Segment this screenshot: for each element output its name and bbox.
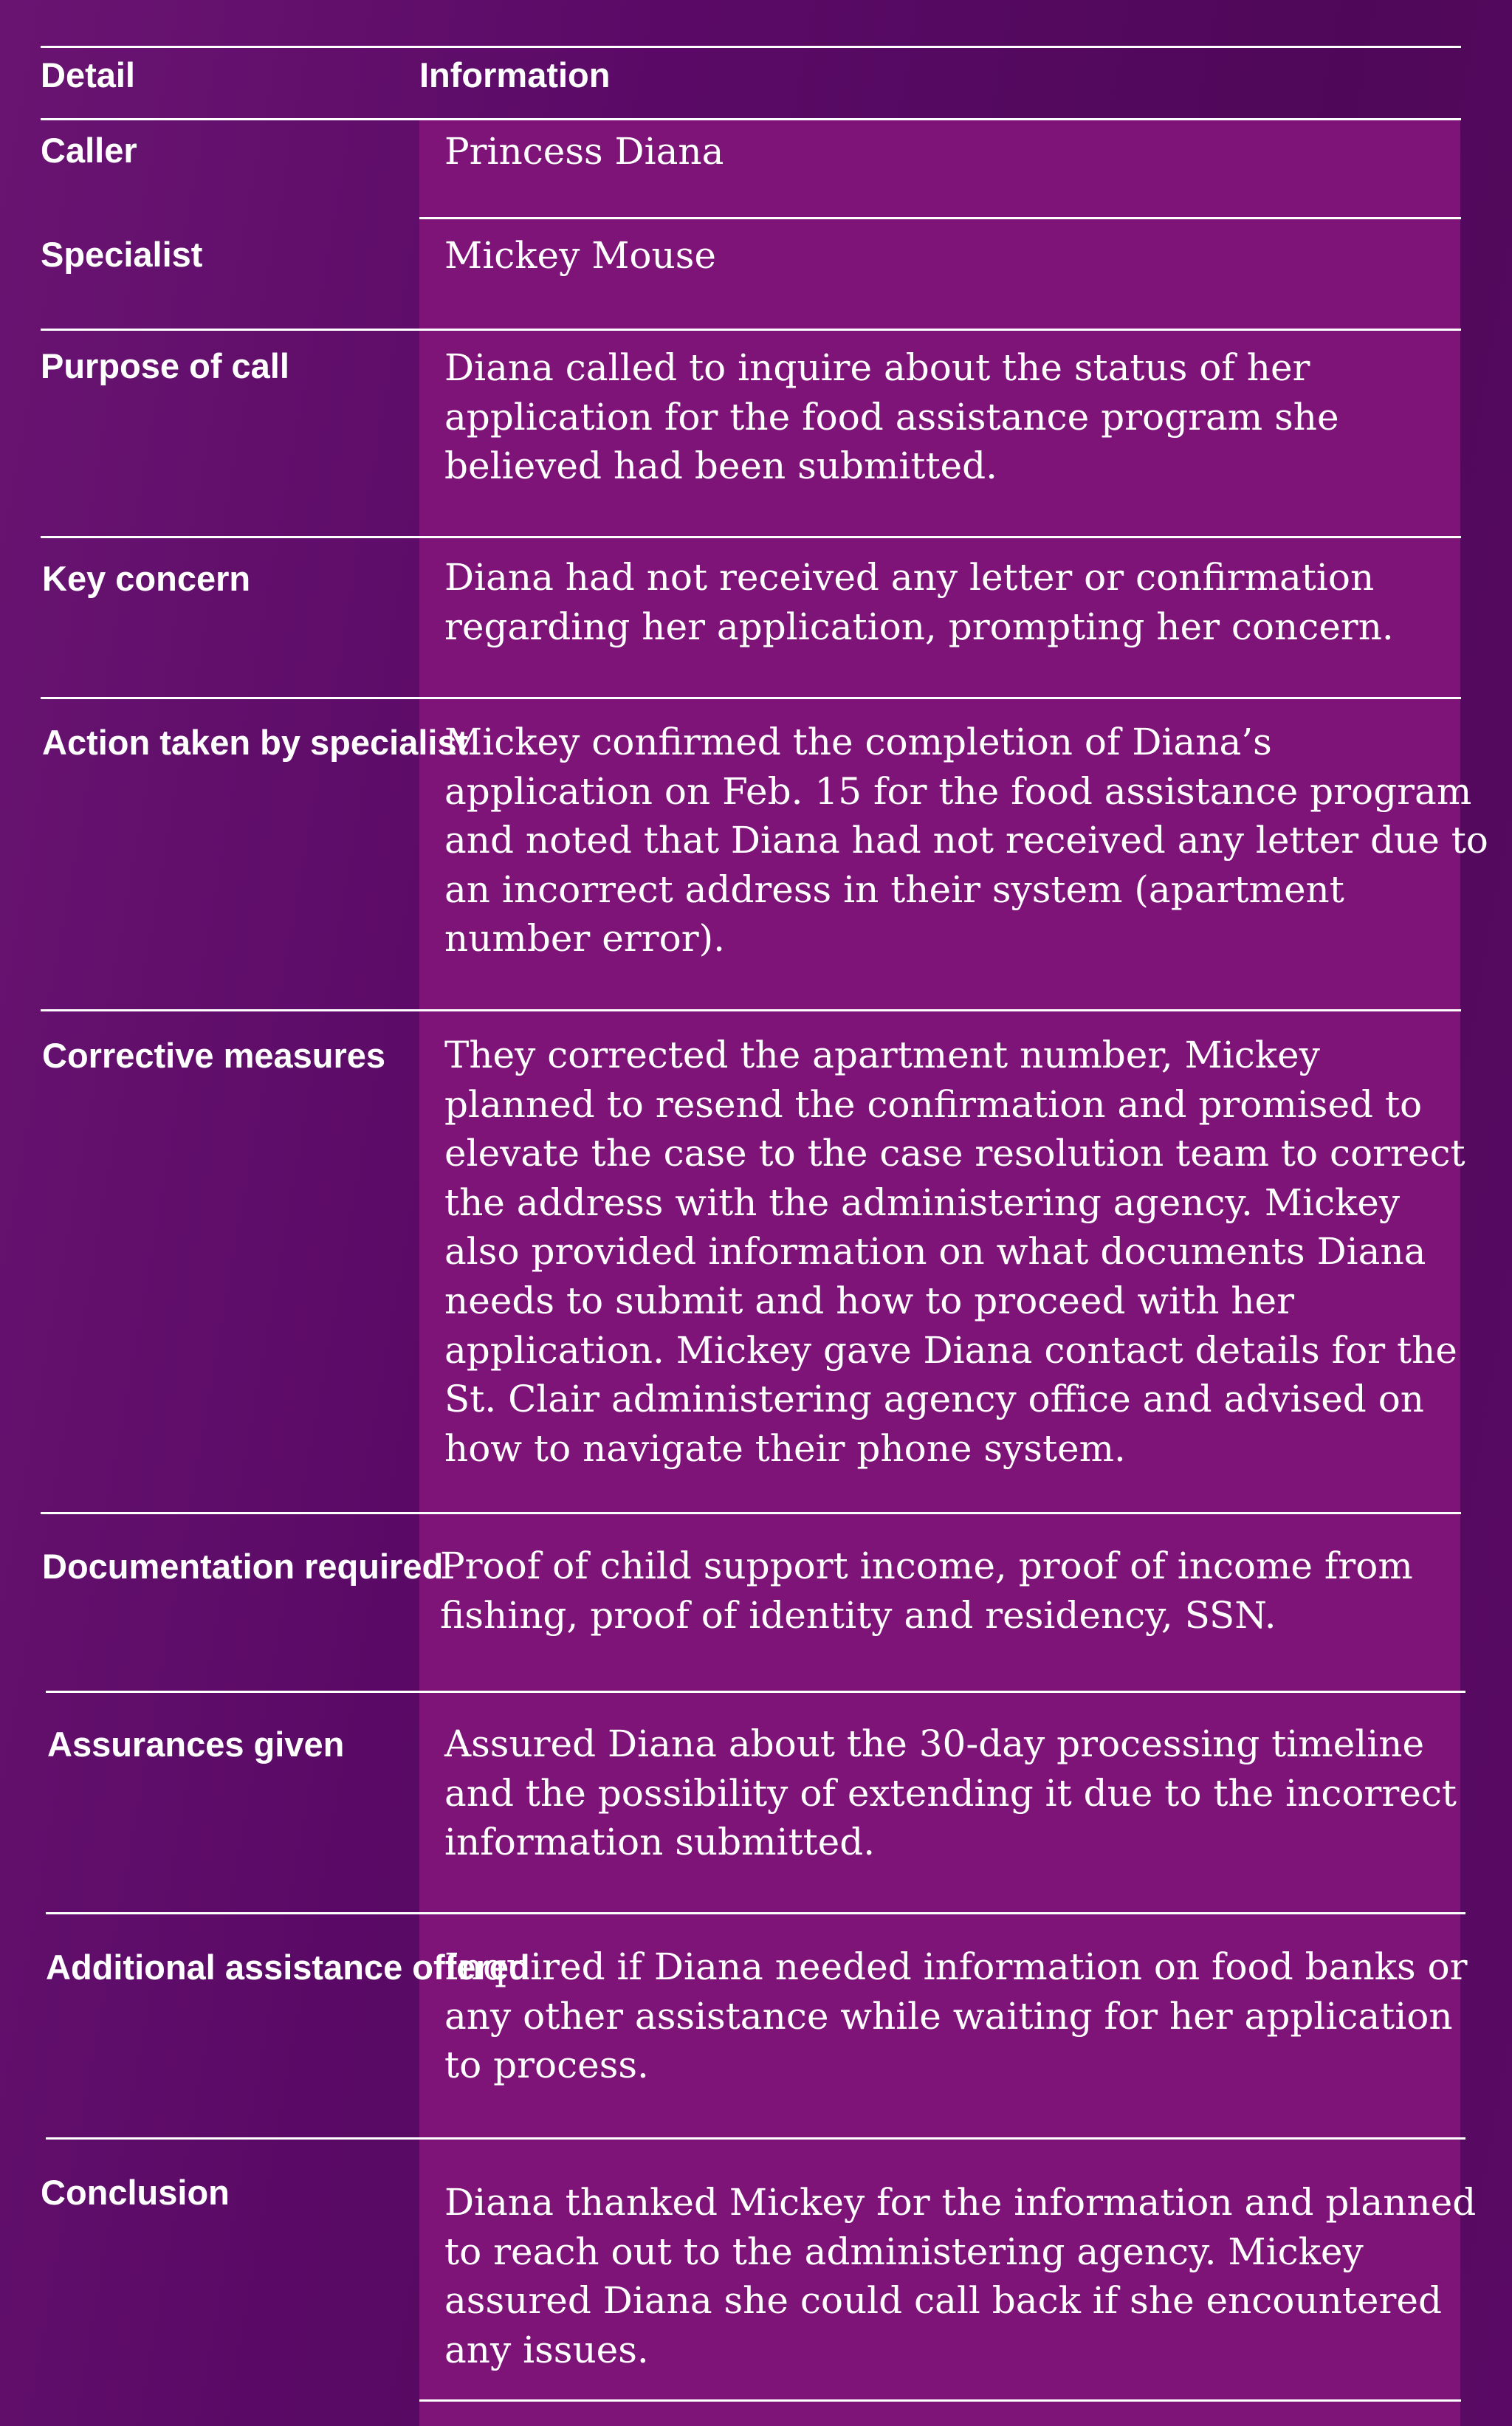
- row-rule-caller: [419, 217, 1461, 219]
- row-label-assurances: Assurances given: [47, 1725, 345, 1764]
- row-label-action-taken: Action taken by specialist: [42, 723, 469, 762]
- table-top-rule: [41, 46, 1461, 48]
- row-rule-conclusion: [419, 2399, 1461, 2402]
- row-value-documentation: Proof of child support income, proof of income from fishing, proof of identity and residency, SSN.: [440, 1544, 1413, 1637]
- row-value-assurances: Assured Diana about the 30-day processing timeline and the possibility of extending it due to the incorrect information submitted.: [444, 1722, 1457, 1864]
- row-label-documentation: Documentation required: [42, 1547, 444, 1586]
- row-label-purpose: Purpose of call: [41, 346, 289, 385]
- row-rule-additional-assistance: [46, 2137, 1465, 2140]
- row-label-conclusion: Conclusion: [41, 2173, 230, 2212]
- row-rule-key-concern: [41, 697, 1461, 699]
- row-value-action-taken: Mickey confirmed the completion of Diana’s application on Feb. 15 for the food assistance program and noted that Diana had not received any letter due to an incorrect address in their system (apartment number error).: [444, 721, 1488, 961]
- row-label-caller: Caller: [41, 131, 137, 170]
- row-value-key-concern: Diana had not received any letter or confirmation regarding her application, prompting her concern.: [444, 556, 1394, 648]
- row-label-specialist: Specialist: [41, 235, 203, 274]
- row-rule-assurances: [46, 1912, 1465, 1914]
- row-rule-documentation: [46, 1691, 1465, 1693]
- row-value-caller: Princess Diana: [444, 130, 724, 173]
- row-label-key-concern: Key concern: [42, 559, 251, 598]
- row-value-specialist: Mickey Mouse: [444, 234, 716, 277]
- header-rule: [41, 118, 1461, 120]
- row-rule-action-taken: [41, 1009, 1461, 1011]
- row-label-additional-assistance: Additional assistance offered: [46, 1948, 530, 1987]
- row-rule-corrective-measures: [41, 1512, 1461, 1514]
- header-information: Information: [419, 55, 611, 95]
- row-value-conclusion: Diana thanked Mickey for the information and planned to reach out to the administering agency. Mickey assured Diana she could call back if she encountered any issues.: [444, 2181, 1477, 2371]
- row-label-corrective-measures: Corrective measures: [42, 1036, 386, 1075]
- row-rule-purpose: [41, 536, 1461, 538]
- row-value-corrective-measures: They corrected the apartment number, Mickey planned to resend the confirmation and promised to elevate the case to the case resolution team to correct the address with the administering agency. Mickey also provided information on what documents Diana needs to submit and how to proceed with her application. Mickey gave Diana contact details for the St. Clair administering agency office and advised on how to navigate their phone system.: [444, 1034, 1465, 1470]
- row-value-additional-assistance: Inquired if Diana needed information on food banks or any other assistance while waiting for her application to process.: [444, 1945, 1468, 2087]
- row-rule-specialist: [41, 329, 1461, 331]
- row-value-purpose: Diana called to inquire about the status of her application for the food assistance program she believed had been submitted.: [444, 346, 1339, 488]
- header-detail: Detail: [41, 55, 135, 95]
